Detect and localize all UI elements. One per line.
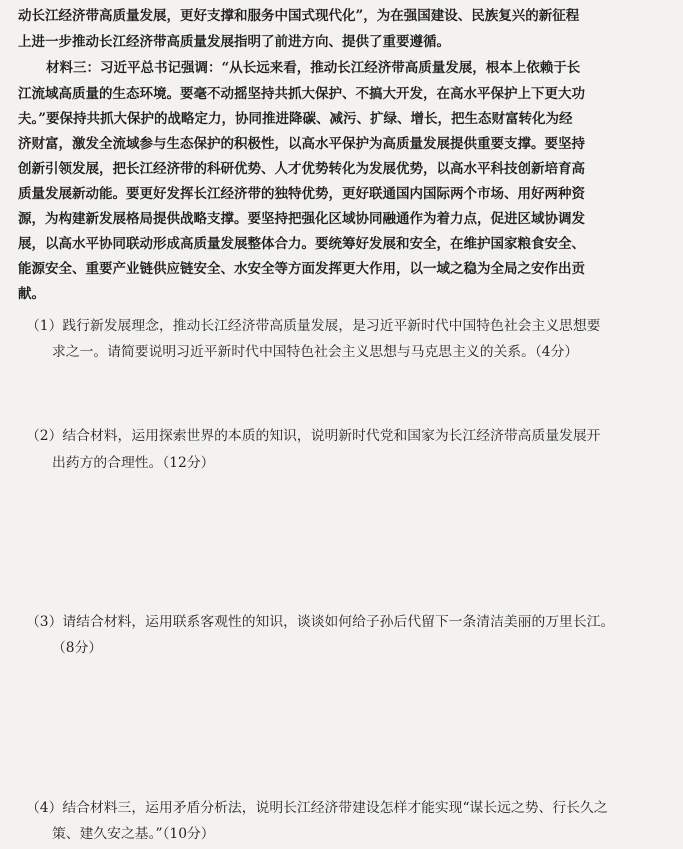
material3-line-6: 质量发展新动能。要更好发挥长江经济带的独特优势，更好联通国内国际两个市场、用好两种资	[18, 186, 585, 202]
material3-line-9: 能源安全、重要产业链供应链安全、水安全等方面发挥更大作用，以一域之稳为全局之安作出贡	[18, 261, 585, 277]
question-2-line-2: 出药方的合理性。（12分）	[52, 455, 215, 471]
question-4-line-1: （4）结合材料三，运用矛盾分析法，说明长江经济带建设怎样才能实现“谋长远之势、行长久之	[26, 800, 608, 816]
material3-line-1: 材料三：习近平总书记强调：“从长远来看，推动长江经济带高质量发展，根本上依赖于长	[46, 60, 581, 76]
material3-line-4: 济财富，激发全流域参与生态保护的积极性，以高水平保护为高质量发展提供重要支撑。要坚持	[18, 136, 585, 152]
question-1-line-1: （1）践行新发展理念，推动长江经济带高质量发展，是习近平新时代中国特色社会主义思想要	[26, 318, 601, 334]
intro-line-2: 上进一步推动长江经济带高质量发展指明了前进方向、提供了重要遵循。	[18, 34, 450, 50]
material3-line-8: 展，以高水平协同联动形成高质量发展整体合力。要统筹好发展和安全，在维护国家粮食安全、	[18, 236, 585, 252]
material3-line-7: 源，为构建新发展格局提供战略支撑。要坚持把强化区域协同融通作为着力点，促进区域协调发	[18, 211, 585, 227]
question-2-line-1: （2）结合材料，运用探索世界的本质的知识，说明新时代党和国家为长江经济带高质量发展开	[26, 428, 601, 444]
material3-line-10: 献。	[18, 286, 45, 302]
question-1-line-2: 求之一。请简要说明习近平新时代中国特色社会主义思想与马克思主义的关系。（4分）	[52, 344, 579, 360]
intro-line-1: 动长江经济带高质量发展，更好支撑和服务中国式现代化”，为在强国建设、民族复兴的新征程	[18, 8, 580, 24]
question-4-line-2: 策、建久安之基。”（10分）	[52, 826, 215, 842]
material3-line-2: 江流域高质量的生态环境。要毫不动摇坚持共抓大保护、不搞大开发，在高水平保护上下更大功	[18, 86, 585, 102]
material3-line-3: 夫。”要保持共抓大保护的战略定力，协同推进降碳、减污、扩绿、增长，把生态财富转化为经	[18, 111, 573, 127]
question-3-line-1: （3）请结合材料，运用联系客观性的知识，谈谈如何给子孙后代留下一条清洁美丽的万里长江。	[26, 614, 615, 630]
question-3-line-2: （8分）	[52, 640, 103, 656]
material3-line-5: 创新引领发展，把长江经济带的科研优势、人才优势转化为发展优势，以高水平科技创新培育高	[18, 161, 585, 177]
